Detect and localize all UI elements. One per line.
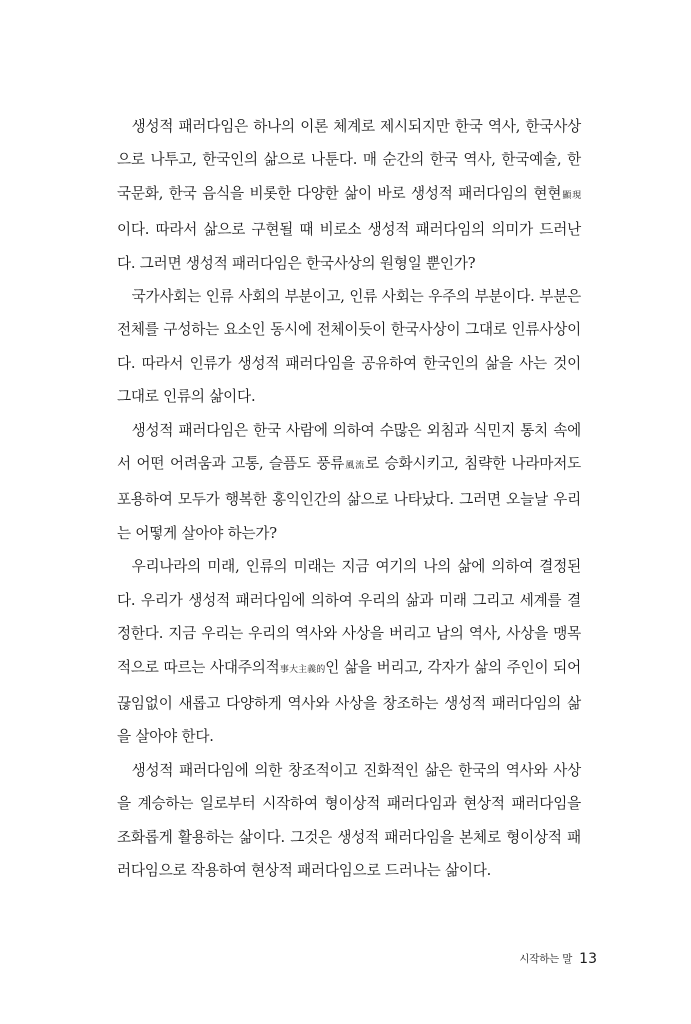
paragraph-1-text-b: 이다. 따라서 삶으로 구현될 때 비로소 생성적 패러다임의 의미가 드러난다. 그러면 생성적 패러다임은 한국사상의 원형일 뿐인가? [117, 221, 581, 272]
running-section-title: 시작하는 말 [519, 953, 573, 965]
page-footer [519, 948, 597, 967]
hanja-annotation: 顯現 [561, 190, 581, 201]
page-number: 13 [579, 950, 597, 967]
paragraph-1-text-a: 생성적 패러다임은 하나의 이론 체계로 제시되지만 한국 역사, 한국사상으로 나투고, 한국인의 삶으로 나툰다. 매 순간의 한국 역사, 한국예술, 한국문화, 한국 음식을 비롯한 다양한 삶이 바로 생성적 패러다임의 현현 [117, 118, 581, 202]
paragraph-5-text: 생성적 패러다임에 의한 창조적이고 진화적인 삶은 한국의 역사와 사상을 계승하는 일로부터 시작하여 형이상적 패러다임과 현상적 패러다임을 조화롭게 활용하는 삶이다. 그것은 생성적 패러다임을 본체로 형이상적 패러다임으로 작용하여 현상적 패러다임으로 드러나는 삶이다. [117, 761, 581, 879]
hanja-annotation: 事大主義的 [279, 664, 326, 675]
paragraph-5 [117, 754, 581, 888]
paragraph-4 [117, 550, 581, 753]
paragraph-2 [117, 280, 581, 414]
paragraph-4-text-b: 인 삶을 버리고, 각자가 삶의 주인이 되어 끊임없이 새롭고 다양하게 역사와 사상을 창조하는 생성적 패러다임의 삶을 살아야 한다. [117, 658, 581, 746]
body-text [117, 110, 581, 887]
paragraph-3-text-b: 로 승화시키고, 침략한 나라마저도 포용하여 모두가 행복한 홍익인간의 삶으로 나타났다. 그러면 오늘날 우리는 어떻게 살아야 하는가? [117, 455, 581, 542]
paragraph-1 [117, 110, 581, 280]
paragraph-3-text-a: 생성적 패러다임은 한국 사람에 의하여 수많은 외침과 식민지 통치 속에서 어떤 어려움과 고통, 슬픔도 풍류 [117, 421, 581, 473]
hanja-annotation: 風流 [344, 461, 366, 472]
paragraph-3 [117, 414, 581, 551]
paragraph-2-text: 국가사회는 인류 사회의 부분이고, 인류 사회는 우주의 부분이다. 부분은 전체를 구성하는 요소인 동시에 전체이듯이 한국사상이 그대로 인류사상이다. 따라서 인류가 생성적 패러다임을 공유하여 한국인의 삶을 사는 것이 그대로 인류의 삶이다. [117, 288, 581, 406]
paragraph-4-text-a: 우리나라의 미래, 인류의 미래는 지금 여기의 나의 삶에 의하여 결정된다. 우리가 생성적 패러다임에 의하여 우리의 삶과 미래 그리고 세계를 결정한다. 지금 우리는 우리의 역사와 사상을 버리고 남의 역사, 사상을 맹목적으로 따르는 사대주의적 [117, 558, 581, 676]
